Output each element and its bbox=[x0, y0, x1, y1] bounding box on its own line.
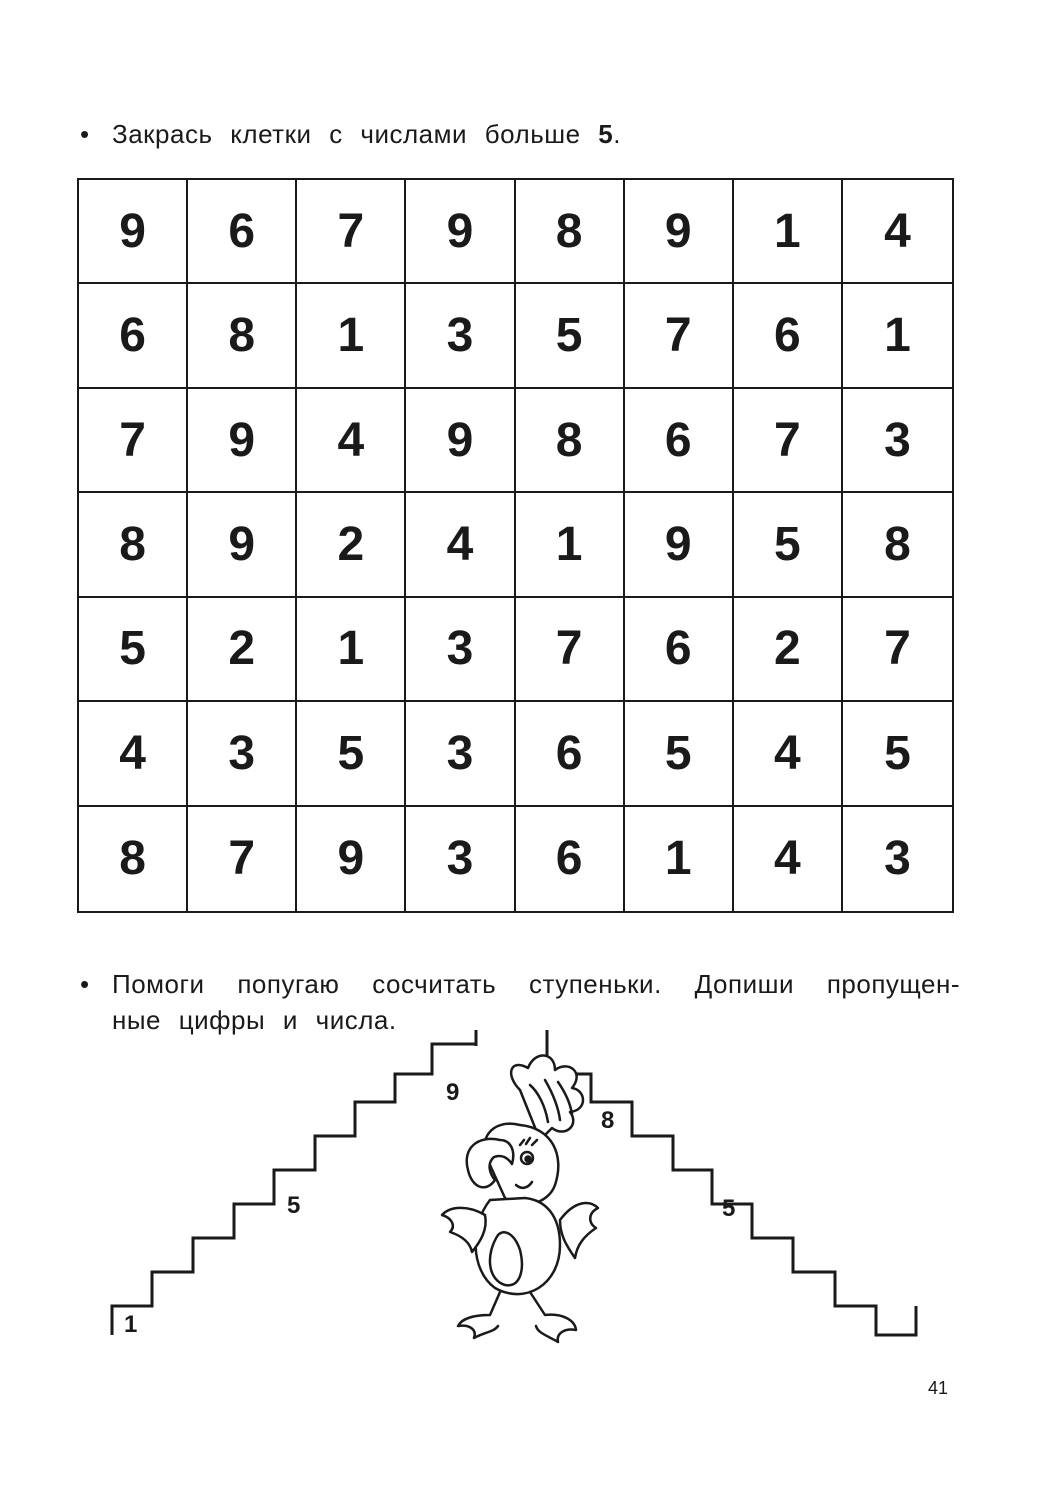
page-number: 41 bbox=[928, 1378, 949, 1398]
grid-cell[interactable]: 4 bbox=[843, 180, 952, 284]
grid-cell[interactable]: 1 bbox=[516, 493, 625, 597]
step-label-9: 9 bbox=[446, 1079, 460, 1106]
grid-cell[interactable]: 6 bbox=[188, 180, 297, 284]
grid-cell[interactable]: 9 bbox=[625, 493, 734, 597]
grid-cell[interactable]: 2 bbox=[297, 493, 406, 597]
grid-cell[interactable]: 1 bbox=[843, 284, 952, 388]
grid-cell[interactable]: 6 bbox=[516, 702, 625, 806]
task-2-line-2: ные цифры и числа. bbox=[112, 1005, 397, 1035]
grid-cell[interactable]: 1 bbox=[297, 598, 406, 702]
grid-cell[interactable]: 6 bbox=[625, 389, 734, 493]
parrot-illustration bbox=[442, 1055, 598, 1342]
grid-cell[interactable]: 3 bbox=[406, 284, 515, 388]
grid-cell[interactable]: 5 bbox=[297, 702, 406, 806]
grid-cell[interactable]: 5 bbox=[843, 702, 952, 806]
grid-cell[interactable]: 5 bbox=[625, 702, 734, 806]
task-2-line-1 bbox=[112, 966, 960, 1002]
grid-cell[interactable]: 7 bbox=[625, 284, 734, 388]
grid-cell[interactable]: 5 bbox=[79, 598, 188, 702]
grid-cell[interactable]: 8 bbox=[79, 493, 188, 597]
task-2-word: сосчитать bbox=[372, 969, 497, 999]
grid-cell[interactable]: 6 bbox=[625, 598, 734, 702]
task-2-word: Помоги bbox=[112, 969, 205, 999]
grid-cell[interactable]: 9 bbox=[406, 180, 515, 284]
grid-cell[interactable]: 8 bbox=[188, 284, 297, 388]
bullet: • bbox=[80, 119, 90, 149]
grid-cell[interactable]: 4 bbox=[734, 702, 843, 806]
grid-cell[interactable]: 9 bbox=[188, 493, 297, 597]
top-stair-outline bbox=[476, 1030, 547, 1046]
task-1-instruction bbox=[80, 116, 960, 152]
task-2-word: Допиши bbox=[694, 969, 794, 999]
number-grid bbox=[77, 178, 954, 913]
grid-cell[interactable]: 5 bbox=[734, 493, 843, 597]
grid-cell[interactable]: 8 bbox=[79, 807, 188, 911]
bullet: • bbox=[80, 969, 90, 999]
grid-cell[interactable]: 7 bbox=[734, 389, 843, 493]
grid-cell[interactable]: 9 bbox=[188, 389, 297, 493]
grid-cell[interactable]: 7 bbox=[79, 389, 188, 493]
grid-cell[interactable]: 7 bbox=[188, 807, 297, 911]
grid-cell[interactable]: 8 bbox=[516, 180, 625, 284]
grid-cell[interactable]: 2 bbox=[188, 598, 297, 702]
task-1-text bbox=[112, 116, 960, 152]
task-2-word: попугаю bbox=[237, 969, 340, 999]
grid-cell[interactable]: 3 bbox=[884, 832, 911, 886]
grid-cell[interactable]: 1 bbox=[297, 284, 406, 388]
grid-cell[interactable]: 5 bbox=[516, 284, 625, 388]
staircase-diagram bbox=[0, 1030, 1050, 1350]
grid-cell[interactable]: 9 bbox=[625, 180, 734, 284]
task-2-text bbox=[112, 966, 960, 1038]
step-label-5-left: 5 bbox=[287, 1192, 301, 1219]
task-1-period: . bbox=[613, 119, 621, 149]
grid-cell[interactable]: 4 bbox=[406, 493, 515, 597]
grid-cell[interactable]: 9 bbox=[79, 180, 188, 284]
grid-cell[interactable]: 8 bbox=[516, 389, 625, 493]
grid-cell[interactable]: 3 bbox=[188, 702, 297, 806]
grid-cell[interactable]: 7 bbox=[516, 598, 625, 702]
step-label-8: 8 bbox=[601, 1107, 615, 1134]
grid-cell[interactable]: 4 bbox=[734, 807, 843, 911]
grid-cell[interactable]: 9 bbox=[297, 807, 406, 911]
grid-cell[interactable]: 3 bbox=[406, 598, 515, 702]
grid-cell[interactable]: 7 bbox=[297, 180, 406, 284]
grid-cell[interactable]: 4 bbox=[297, 389, 406, 493]
grid-cell[interactable]: 6 bbox=[516, 807, 625, 911]
grid-cell[interactable]: 9 bbox=[406, 389, 515, 493]
grid-cell[interactable]: 7 bbox=[843, 598, 952, 702]
grid-cell[interactable]: 6 bbox=[734, 284, 843, 388]
task-1-text-main: Закрась клетки с числами больше bbox=[112, 119, 581, 149]
step-label-1: 1 bbox=[124, 1311, 138, 1338]
grid-cell[interactable]: 4 bbox=[79, 702, 188, 806]
grid-cell[interactable]: 1 bbox=[625, 807, 734, 911]
step-label-5-right: 5 bbox=[722, 1195, 736, 1222]
task-2-word: пропущен- bbox=[826, 969, 960, 999]
grid-cell[interactable]: 1 bbox=[734, 180, 843, 284]
right-stair-outline bbox=[547, 1046, 916, 1335]
grid-cell[interactable]: 3 bbox=[843, 389, 952, 493]
task-1-bold-number: 5 bbox=[598, 119, 614, 149]
grid-cell[interactable]: 2 bbox=[734, 598, 843, 702]
task-2-word: ступеньки. bbox=[529, 969, 662, 999]
grid-cell[interactable]: 6 bbox=[79, 284, 188, 388]
grid-cell[interactable]: 3 bbox=[406, 807, 515, 911]
left-stair-outline bbox=[112, 1030, 476, 1335]
grid-cell[interactable]: 8 bbox=[843, 493, 952, 597]
grid-cell[interactable]: 3 bbox=[406, 702, 515, 806]
